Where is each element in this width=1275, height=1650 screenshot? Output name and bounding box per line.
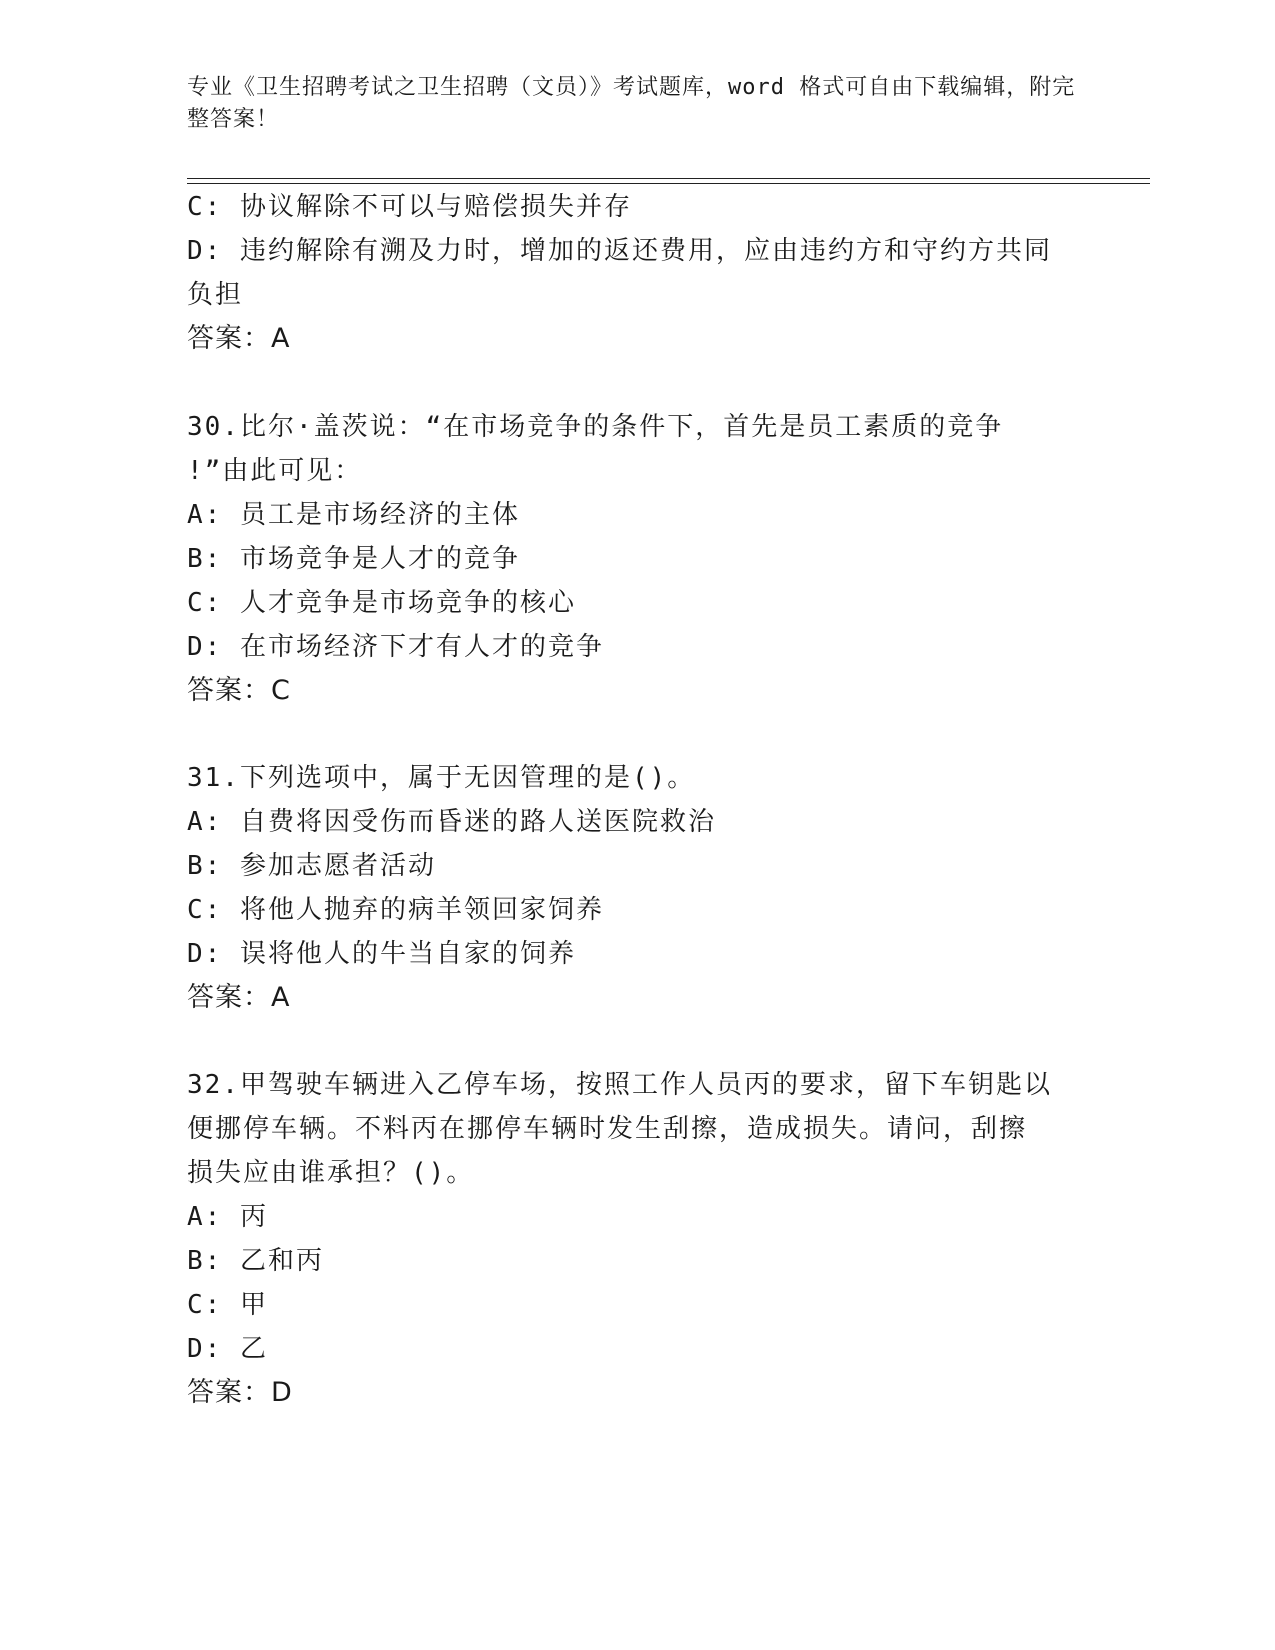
- prev-option-d-line2: 负担: [187, 280, 244, 310]
- q30-stem-line1: 30.比尔·盖茨说：“在市场竞争的条件下，首先是员工素质的竞争: [187, 412, 1004, 442]
- q30-option-b: B: 市场竞争是人才的竞争: [187, 544, 520, 574]
- q32-option-c: C: 甲: [187, 1290, 268, 1320]
- q30-option-c: C: 人才竞争是市场竞争的核心: [187, 588, 576, 618]
- q32-stem-line3: 损失应由谁承担？()。: [187, 1158, 475, 1188]
- prev-option-c: C: 协议解除不可以与赔偿损失并存: [187, 192, 632, 222]
- q30-option-a: A: 员工是市场经济的主体: [187, 500, 520, 530]
- document-header: 专业《卫生招聘考试之卫生招聘（文员）》考试题库，word 格式可自由下载编辑，附完整答案！: [187, 75, 1076, 132]
- prev-option-d-line1: D: 违约解除有溯及力时，增加的返还费用，应由违约方和守约方共同: [187, 236, 1052, 266]
- q32-stem-line1: 32.甲驾驶车辆进入乙停车场，按照工作人员丙的要求，留下车钥匙以: [187, 1070, 1052, 1100]
- q31-option-c: C: 将他人抛弃的病羊领回家饲养: [187, 895, 604, 925]
- q31-option-d: D: 误将他人的牛当自家的饲养: [187, 939, 576, 969]
- q30-option-d: D: 在市场经济下才有人才的竞争: [187, 632, 604, 662]
- header-divider-bottom: [187, 183, 1150, 184]
- q32-option-d: D: 乙: [187, 1334, 268, 1364]
- q31-answer: 答案：A: [187, 982, 291, 1013]
- q31-option-a: A: 自费将因受伤而昏迷的路人送医院救治: [187, 807, 716, 837]
- q32-stem-line2: 便挪停车辆。不料丙在挪停车辆时发生刮擦，造成损失。请问，刮擦: [187, 1114, 1028, 1144]
- q30-answer: 答案：C: [187, 675, 291, 706]
- q30-stem-line2: !”由此可见：: [187, 456, 363, 486]
- header-divider-top: [187, 178, 1150, 179]
- q32-option-a: A: 丙: [187, 1202, 268, 1232]
- q31-option-b: B: 参加志愿者活动: [187, 851, 436, 881]
- q31-stem: 31.下列选项中，属于无因管理的是()。: [187, 763, 696, 793]
- q32-option-b: B: 乙和丙: [187, 1246, 324, 1276]
- q32-answer: 答案：D: [187, 1377, 293, 1408]
- prev-answer: 答案：A: [187, 323, 291, 354]
